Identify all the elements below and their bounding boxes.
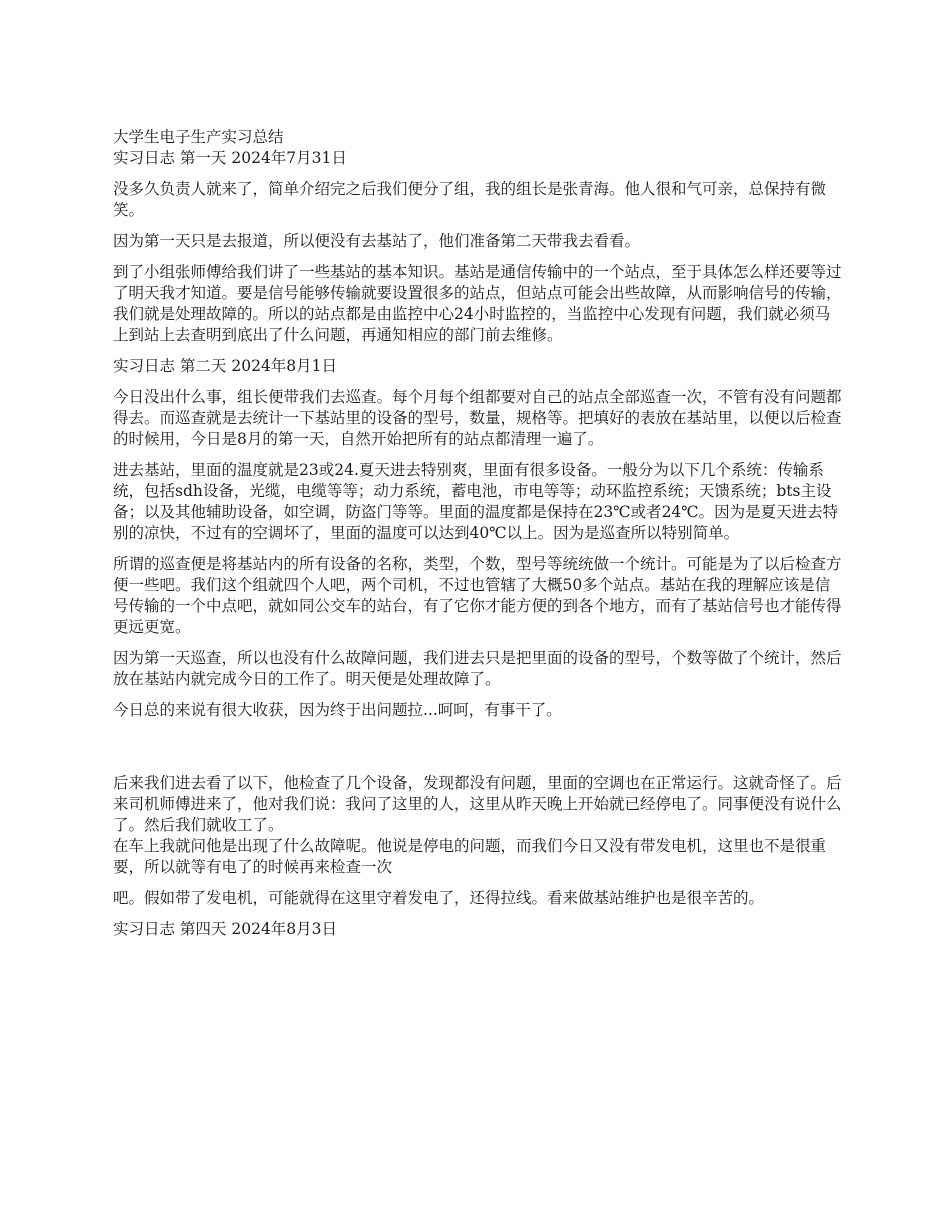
- document-title: 大学生电子生产实习总结: [113, 128, 284, 146]
- paragraph-1: 没多久负责人就来了，简单介绍完之后我们便分了组，我的组长是张青海。他人很和气可亲，总保持有微笑。: [113, 180, 827, 219]
- paragraph-10: 在车上我就问他是出现了什么故障呢。他说是停电的问题，而我们今日又没有带发电机，这里也不是很重要，所以就等有电了的时候再来检查一次: [113, 837, 827, 876]
- paragraph-4: 今日没出什么事，组长便带我们去巡查。每个月每个组都要对自己的站点全部巡查一次，不管有没有问题都得去。而巡查就是去统计一下基站里的设备的型号，数量，规格等。把填好的表放在基站里，以便以后检查的时候用，今日是8月的第一天，自然开始把所有的站点都清理一遍了。: [113, 388, 842, 448]
- day1-heading: 实习日志 第一天 2024年7月31日: [113, 149, 347, 167]
- paragraph-9: 后来我们进去看了以下，他检查了几个设备，发现都没有问题，里面的空调也在正常运行。这就奇怪了。后来司机师傅进来了，他对我们说：我问了这里的人，这里从昨天晚上开始就已经停电了。同事便没有说什么了。然后我们就收工了。: [113, 774, 842, 834]
- paragraph-2: 因为第一天只是去报道，所以便没有去基站了，他们准备第二天带我去看看。: [113, 232, 641, 250]
- blank-gap: [113, 731, 843, 773]
- paragraph-5: 进去基站，里面的温度就是23或24.夏天进去特别爽，里面有很多设备。一般分为以下几个系统：传输系统，包括sdh设备，光缆，电缆等等；动力系统，蓄电池，市电等等；动环监控系统；天馈系统；bts主设备；以及其他辅助设备，如空调，防盗门等等。里面的温度都是保持在23℃或者24℃。因为是夏天进去特别的凉快，不过有的空调坏了，里面的温度可以达到40℃以上。因为是巡查所以特别简单。: [113, 461, 839, 542]
- paragraph-6: 所谓的巡查便是将基站内的所有设备的名称，类型，个数，型号等统统做一个统计。可能是为了以后检查方便一些吧。我们这个组就四个人吧，两个司机，不过也管辖了大概50多个站点。基站在我的理解应该是信号传输的一个中点吧，就如同公交车的站台，有了它你才能方便的到各个地方，而有了基站信号也才能传得更远更宽。: [113, 555, 842, 636]
- paragraph-3: 到了小组张师傅给我们讲了一些基站的基本知识。基站是通信传输中的一个站点，至于具体怎么样还要等过了明天我才知道。要是信号能够传输就要设置很多的站点，但站点可能会出些故障，从而影响信号的传输，我们就是处理故障的。所以的站点都是由监控中心24小时监控的，当监控中心发现有问题，我们就必须马上到站上去查明到底出了什么问题，再通知相应的部门前去维修。: [113, 263, 842, 344]
- document-body: [113, 127, 843, 950]
- day2-heading: 实习日志 第二天 2024年8月1日: [113, 357, 338, 375]
- paragraph-8: 今日总的来说有很大收获，因为终于出问题拉...呵呵，有事干了。: [113, 701, 562, 719]
- paragraph-7: 因为第一天巡查，所以也没有什么故障问题，我们进去只是把里面的设备的型号，个数等做了个统计，然后放在基站内就完成今日的工作了。明天便是处理故障了。: [113, 649, 842, 688]
- document-header: [113, 127, 843, 169]
- paragraph-11: 吧。假如带了发电机，可能就得在这里守着发电了，还得拉线。看来做基站维护也是很辛苦的。: [113, 889, 765, 907]
- day4-heading: 实习日志 第四天 2024年8月3日: [113, 920, 338, 938]
